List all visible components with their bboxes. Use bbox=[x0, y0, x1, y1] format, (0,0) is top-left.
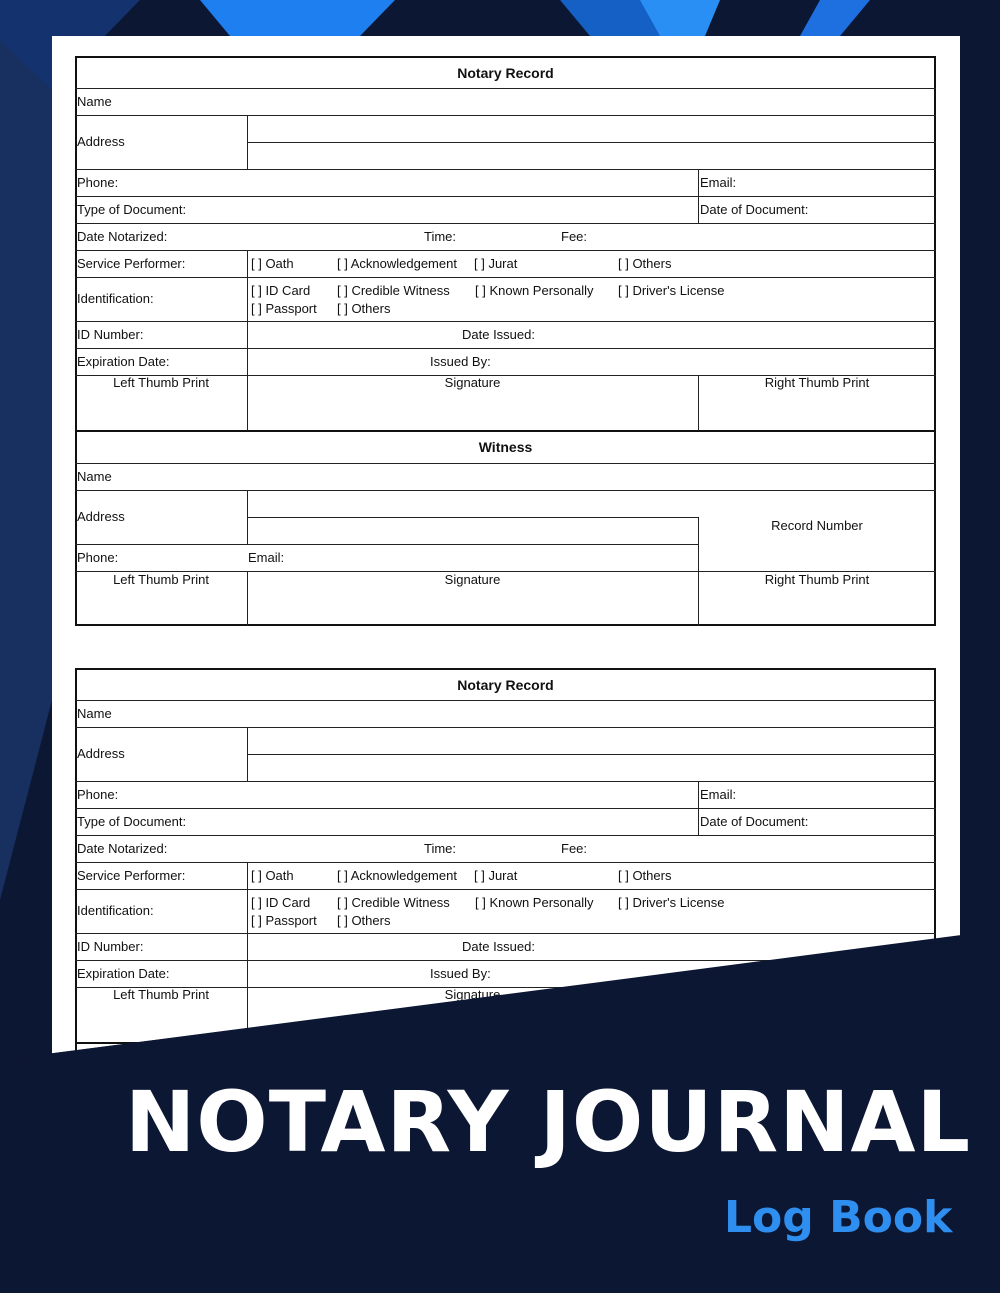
drivers-license-checkbox[interactable]: [ ] Driver's License bbox=[618, 283, 725, 298]
passport-checkbox[interactable]: [ ] Passport bbox=[251, 913, 317, 928]
witness-left-thumb-label: Left Thumb Print bbox=[113, 572, 209, 587]
witness-title: Witness bbox=[478, 439, 533, 455]
witness-signature-label: Signature bbox=[444, 572, 501, 587]
credible-witness-checkbox[interactable]: [ ] Credible Witness bbox=[337, 895, 450, 910]
address-label: Address bbox=[77, 746, 125, 761]
id-number-label: ID Number: bbox=[77, 939, 144, 954]
fee-label: Fee: bbox=[561, 841, 588, 856]
phone-label: Phone: bbox=[77, 175, 119, 190]
time-label: Time: bbox=[424, 841, 457, 856]
fee-label: Fee: bbox=[561, 229, 588, 244]
passport-checkbox[interactable]: [ ] Passport bbox=[251, 301, 317, 316]
record-number-label: Record Number bbox=[771, 518, 863, 533]
cover-title: NOTARY JOURNAL bbox=[125, 1073, 972, 1171]
time-label: Time: bbox=[424, 229, 457, 244]
others-id-checkbox[interactable]: [ ] Others bbox=[337, 301, 391, 316]
date-of-document-label: Date of Document: bbox=[700, 202, 809, 217]
date-of-document-label: Date of Document: bbox=[700, 814, 809, 829]
witness-phone-label: Phone: bbox=[77, 550, 119, 565]
credible-witness-checkbox[interactable]: [ ] Credible Witness bbox=[337, 283, 450, 298]
known-personally-checkbox[interactable]: [ ] Known Personally bbox=[475, 283, 594, 298]
jurat-checkbox[interactable]: [ ] Jurat bbox=[474, 256, 518, 271]
oath-checkbox[interactable]: [ ] Oath bbox=[251, 868, 294, 883]
jurat-checkbox[interactable]: [ ] Jurat bbox=[474, 868, 518, 883]
address-label: Address bbox=[77, 134, 125, 149]
name-label: Name bbox=[77, 706, 112, 721]
id-number-label: ID Number: bbox=[77, 327, 144, 342]
witness-right-thumb-label: Right Thumb Print bbox=[764, 572, 870, 587]
known-personally-checkbox[interactable]: [ ] Known Personally bbox=[475, 895, 594, 910]
issued-by-label: Issued By: bbox=[430, 966, 491, 981]
name-label: Name bbox=[77, 94, 112, 109]
oath-checkbox[interactable]: [ ] Oath bbox=[251, 256, 294, 271]
id-card-checkbox[interactable]: [ ] ID Card bbox=[251, 895, 311, 910]
witness-email-label: Email: bbox=[248, 550, 285, 565]
record-title: Notary Record bbox=[457, 65, 554, 81]
type-of-document-label: Type of Document: bbox=[77, 202, 187, 217]
signature-label-partial: Signature bbox=[444, 987, 501, 1002]
expiration-date-label: Expiration Date: bbox=[77, 966, 170, 981]
right-thumb-print-label: Right Thumb Print bbox=[764, 375, 870, 390]
expiration-date-label: Expiration Date: bbox=[77, 354, 170, 369]
service-performer-label: Service Performer: bbox=[77, 256, 186, 271]
date-issued-label: Date Issued: bbox=[462, 939, 535, 954]
email-label: Email: bbox=[700, 175, 737, 190]
others-service-checkbox[interactable]: [ ] Others bbox=[618, 868, 672, 883]
cover-subtitle: Log Book bbox=[724, 1192, 953, 1243]
record-title: Notary Record bbox=[457, 677, 554, 693]
others-service-checkbox[interactable]: [ ] Others bbox=[618, 256, 672, 271]
issued-by-label: Issued By: bbox=[430, 354, 491, 369]
phone-label: Phone: bbox=[77, 787, 119, 802]
id-card-checkbox[interactable]: [ ] ID Card bbox=[251, 283, 311, 298]
left-thumb-print-label: Left Thumb Print bbox=[113, 375, 209, 390]
date-issued-label: Date Issued: bbox=[462, 327, 535, 342]
email-label: Email: bbox=[700, 787, 737, 802]
type-of-document-label: Type of Document: bbox=[77, 814, 187, 829]
service-performer-label: Service Performer: bbox=[77, 868, 186, 883]
acknowledgement-checkbox[interactable]: [ ] Acknowledgement bbox=[337, 868, 457, 883]
drivers-license-checkbox[interactable]: [ ] Driver's License bbox=[618, 895, 725, 910]
date-notarized-label: Date Notarized: bbox=[77, 229, 168, 244]
witness-address-label: Address bbox=[77, 509, 125, 524]
witness-name-label: Name bbox=[77, 469, 112, 484]
left-thumb-print-label: Left Thumb Print bbox=[113, 987, 209, 1002]
date-notarized-label: Date Notarized: bbox=[77, 841, 168, 856]
others-id-checkbox[interactable]: [ ] Others bbox=[337, 913, 391, 928]
acknowledgement-checkbox[interactable]: [ ] Acknowledgement bbox=[337, 256, 457, 271]
identification-label: Identification: bbox=[77, 291, 154, 306]
identification-label: Identification: bbox=[77, 903, 154, 918]
signature-label: Signature bbox=[444, 375, 501, 390]
